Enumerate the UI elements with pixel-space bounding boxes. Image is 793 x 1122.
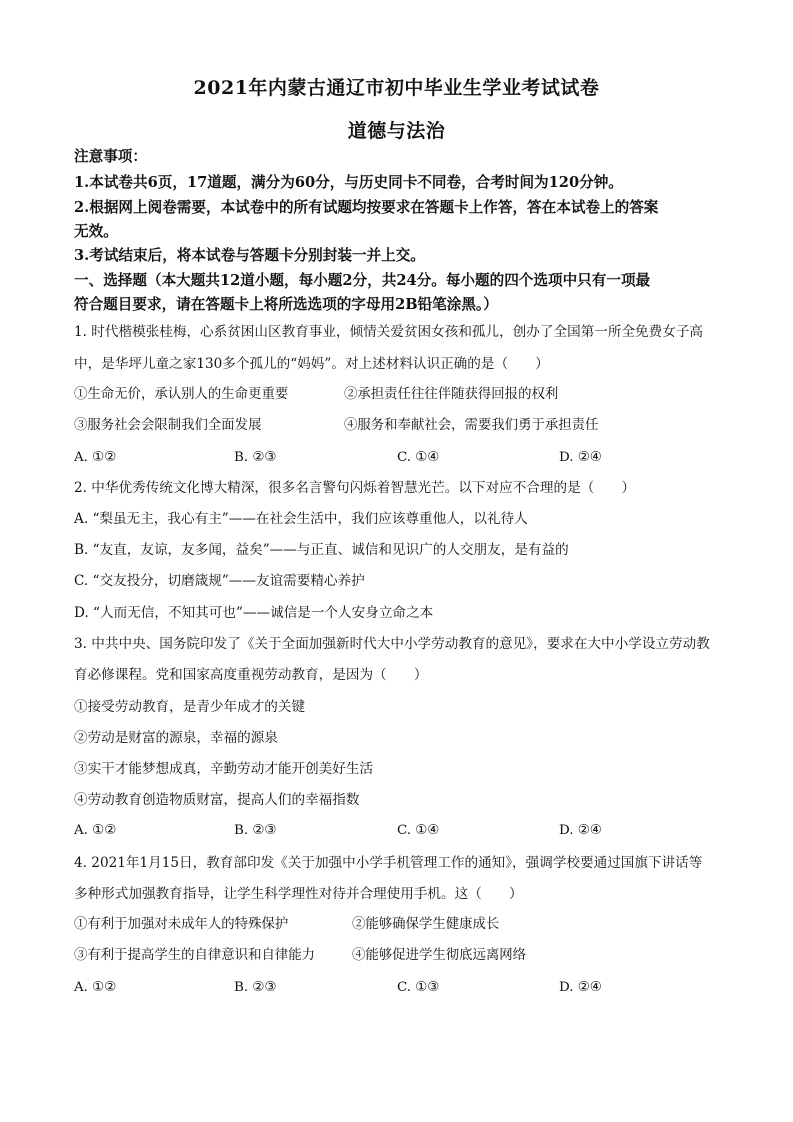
q2-option-b: B. “友直，友谅，友多闻，益矣”——与正直、诚信和见识广的人交朋友，是有益的 <box>74 542 569 558</box>
q1-statement-1: ①生命无价，承认别人的生命更重要 <box>74 387 289 402</box>
q1-choice-d: D. ②④ <box>559 450 602 465</box>
q1-statement-row-2 <box>74 416 724 436</box>
q4-choice-d: D. ②④ <box>559 980 602 995</box>
section-heading-line-1: 一、选择题（本大题共12道小题，每小题2分，共24分。每小题的四个选项中只有一项最 <box>74 272 651 289</box>
notice-item-2: 2.根据网上阅卷需要，本试卷中的所有试题均按要求在答题卡上作答，答在本试卷上的答案 <box>74 199 659 216</box>
q2-stem: 2. 中华优秀传统文化博大精深，很多名言警句闪烁着智慧光芒。以下对应不合理的是（ ） <box>74 480 636 496</box>
q4-statement-2: ②能够确保学生健康成长 <box>352 917 500 932</box>
q3-statement-1: ①接受劳动教育，是青少年成才的关键 <box>74 699 306 715</box>
q3-statement-2: ②劳动是财富的源泉，幸福的源泉 <box>74 730 278 746</box>
q4-statement-row-1 <box>74 915 724 935</box>
q4-choice-a: A. ①② <box>74 980 117 995</box>
q1-choices <box>74 448 724 468</box>
notice-item-1: 1.本试卷共6页，17道题，满分为60分，与历史同卡不同卷，合考时间为120分钟。 <box>74 174 623 191</box>
q3-choices <box>74 821 724 841</box>
q1-statement-4: ④服务和奉献社会，需要我们勇于承担责任 <box>344 418 599 433</box>
q1-statement-3: ③服务社会会限制我们全面发展 <box>74 418 262 433</box>
q3-stem-line-1: 3. 中共中央、国务院印发了《关于全面加强新时代大中小学劳动教育的意见》，要求在大中小学设立劳动教 <box>74 636 710 652</box>
notice-item-2-cont: 无效。 <box>74 223 118 240</box>
q1-stem-line-2: 中，是华坪儿童之家130多个孤儿的“妈妈”。对上述材料认识正确的是（ ） <box>74 356 549 372</box>
q4-stem-line-2: 多种形式加强教育指导，让学生科学理性对待并合理使用手机。这（ ） <box>74 886 523 902</box>
q3-statement-4: ④劳动教育创造物质财富，提高人们的幸福指数 <box>74 792 360 808</box>
q1-statement-row-1 <box>74 385 724 405</box>
exam-title: 2021年内蒙古通辽市初中毕业生学业考试试卷 <box>193 77 600 99</box>
q4-statement-row-2 <box>74 946 724 966</box>
q1-choice-c: C. ①④ <box>397 450 440 465</box>
notice-item-3: 3.考试结束后，将本试卷与答题卡分别封装一并上交。 <box>74 247 425 264</box>
exam-subject: 道德与法治 <box>347 120 446 142</box>
q3-choice-c: C. ①④ <box>397 823 440 838</box>
q4-statement-3: ③有利于提高学生的自律意识和自律能力 <box>74 948 316 963</box>
notice-heading: 注意事项： <box>74 148 147 165</box>
q4-stem-line-1: 4. 2021年1月15日，教育部印发《关于加强中小学手机管理工作的通知》，强调学校要通过国旗下讲话等 <box>74 855 703 871</box>
q4-statement-1: ①有利于加强对未成年人的特殊保护 <box>74 917 289 932</box>
q2-option-c: C. “交友投分，切磨箴规”——友谊需要精心养护 <box>74 573 365 589</box>
q4-choices <box>74 978 724 998</box>
q3-statement-3: ③实干才能梦想成真，辛勤劳动才能开创美好生活 <box>74 761 374 777</box>
q1-statement-2: ②承担责任往往伴随获得回报的权利 <box>344 387 559 402</box>
q4-statement-4: ④能够促进学生彻底远离网络 <box>352 948 527 963</box>
q4-choice-c: C. ①③ <box>397 980 440 995</box>
q3-stem-line-2: 育必修课程。党和国家高度重视劳动教育，是因为（ ） <box>74 667 428 683</box>
q2-option-a: A. “梨虽无主，我心有主”——在社会生活中，我们应该尊重他人，以礼待人 <box>74 511 528 527</box>
q4-choice-b: B. ②③ <box>234 980 277 995</box>
q3-choice-b: B. ②③ <box>234 823 277 838</box>
q1-choice-b: B. ②③ <box>234 450 277 465</box>
q1-choice-a: A. ①② <box>74 450 117 465</box>
q2-option-d: D. “人而无信，不知其可也”——诚信是一个人安身立命之本 <box>74 605 434 621</box>
q3-choice-a: A. ①② <box>74 823 117 838</box>
q1-stem-line-1: 1. 时代楷模张桂梅，心系贫困山区教育事业，倾情关爱贫困女孩和孤儿，创办了全国第一所全免费女子高 <box>74 324 704 340</box>
section-heading-line-2: 符合题目要求，请在答题卡上将所选选项的字母用2B铅笔涂黑。） <box>74 296 498 313</box>
q3-choice-d: D. ②④ <box>559 823 602 838</box>
